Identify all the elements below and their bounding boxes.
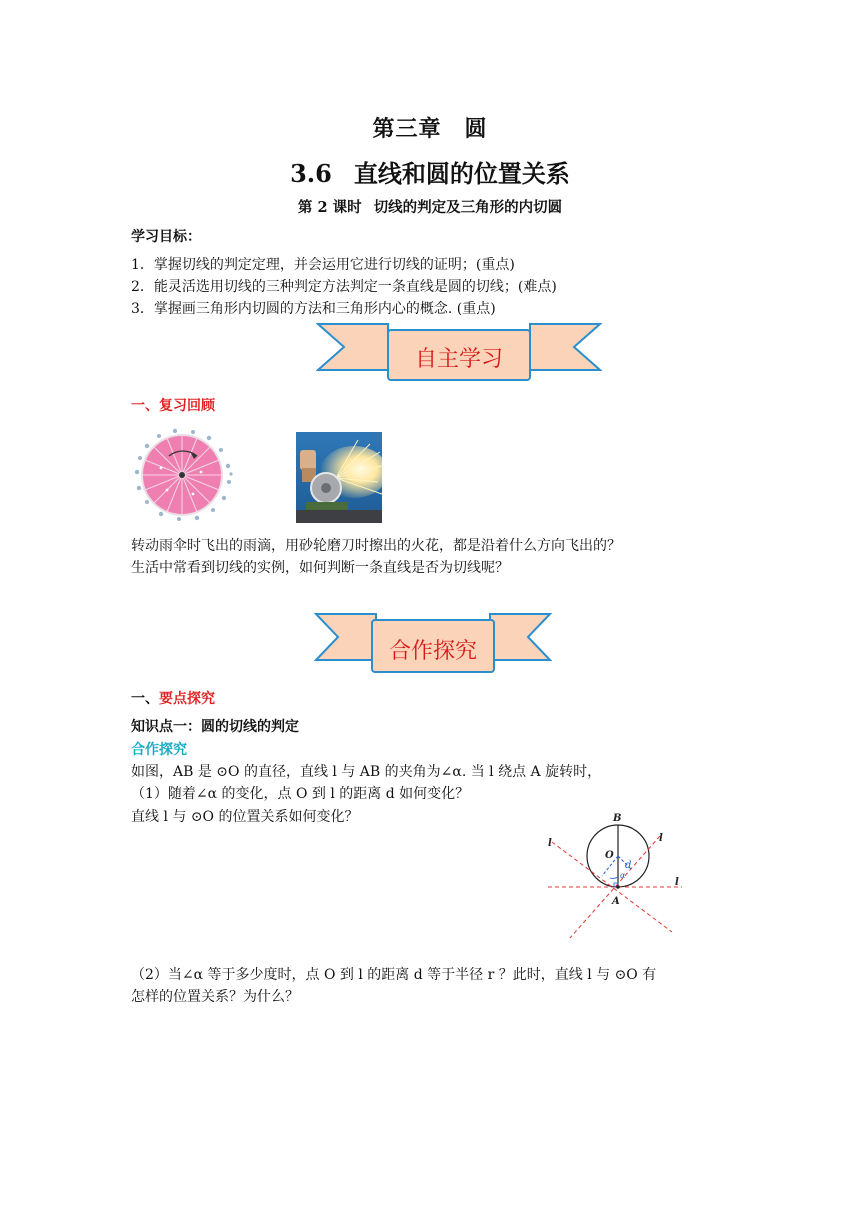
label-distance-d: d <box>625 860 632 871</box>
lesson-title <box>0 196 860 217</box>
label-line-l-top: l <box>659 833 663 844</box>
circle-tangent-figure <box>540 808 690 942</box>
section-number: 3.6 <box>290 159 332 188</box>
circle-tangent-diagram-icon <box>540 808 690 942</box>
umbrella-picture <box>131 428 235 522</box>
section-title-text: 直线和圆的位置关系 <box>353 159 570 188</box>
explore-intro: 如图，AB 是 ⊙O 的直径，直线 l 与 AB 的夹角为∠α. 当 l 绕点 A 旋转时， <box>131 764 602 780</box>
label-point-b: B <box>613 813 622 824</box>
explore-heading <box>131 688 215 708</box>
label-line-l-left: l <box>548 838 552 849</box>
review-question-2: 生活中常看到切线的实例，如何判断一条直线是否为切线呢？ <box>131 560 509 576</box>
label-point-o: O <box>605 850 614 861</box>
label-point-a: A <box>612 896 620 907</box>
label-line-l-right: l <box>675 877 679 888</box>
chapter-title: 第三章 圆 <box>372 116 488 142</box>
explore-heading-text: 要点探究 <box>159 691 215 707</box>
label-angle-alpha: α <box>620 871 626 880</box>
banner-label: 自主学习 <box>414 347 503 372</box>
explore-question-1b: 直线 l 与 ⊙O 的位置关系如何变化？ <box>131 809 359 825</box>
grinding-wheel-icon <box>296 432 382 523</box>
review-question-1: 转动雨伞时飞出的雨滴，用砂轮磨刀时擦出的火花，都是沿着什么方向飞出的？ <box>131 538 621 554</box>
explore-question-2a: （2）当∠α 等于多少度时，点 O 到 l 的距离 d 等于半径 r ？此时，直线 l 与 ⊙O 有 <box>131 967 657 983</box>
goal-item-2: 2．能灵活选用切线的三种判定方法判定一条直线是圆的切线；(难点) <box>131 279 557 295</box>
goals-heading: 学习目标： <box>131 229 201 245</box>
explore-question-1: （1）随着∠α 的变化，点 O 到 l 的距离 d 如何变化？ <box>131 786 470 802</box>
cooperate-subheading: 合作探究 <box>131 742 187 758</box>
lesson-title-text: 切线的判定及三角形的内切圆 <box>373 199 563 216</box>
cooperate-banner <box>314 612 552 674</box>
grinding-sparks-photo <box>296 432 382 523</box>
section-title <box>0 154 860 189</box>
self-study-banner <box>316 322 602 382</box>
explore-question-2b: 怎样的位置关系？为什么？ <box>131 989 299 1005</box>
knowledge-point-heading: 知识点一：圆的切线的判定 <box>131 719 299 735</box>
goal-item-1: 1．掌握切线的判定定理，并会运用它进行切线的证明；(重点) <box>131 257 515 273</box>
review-heading: 一、复习回顾 <box>131 398 215 414</box>
goal-item-3: 3．掌握画三角形内切圆的方法和三角形内心的概念. (重点) <box>131 301 496 317</box>
explore-heading-prefix: 一、 <box>131 691 159 707</box>
lesson-lead: 第 2 课时 <box>297 199 362 216</box>
umbrella-icon <box>131 428 235 522</box>
banner-label: 合作探究 <box>388 639 477 664</box>
